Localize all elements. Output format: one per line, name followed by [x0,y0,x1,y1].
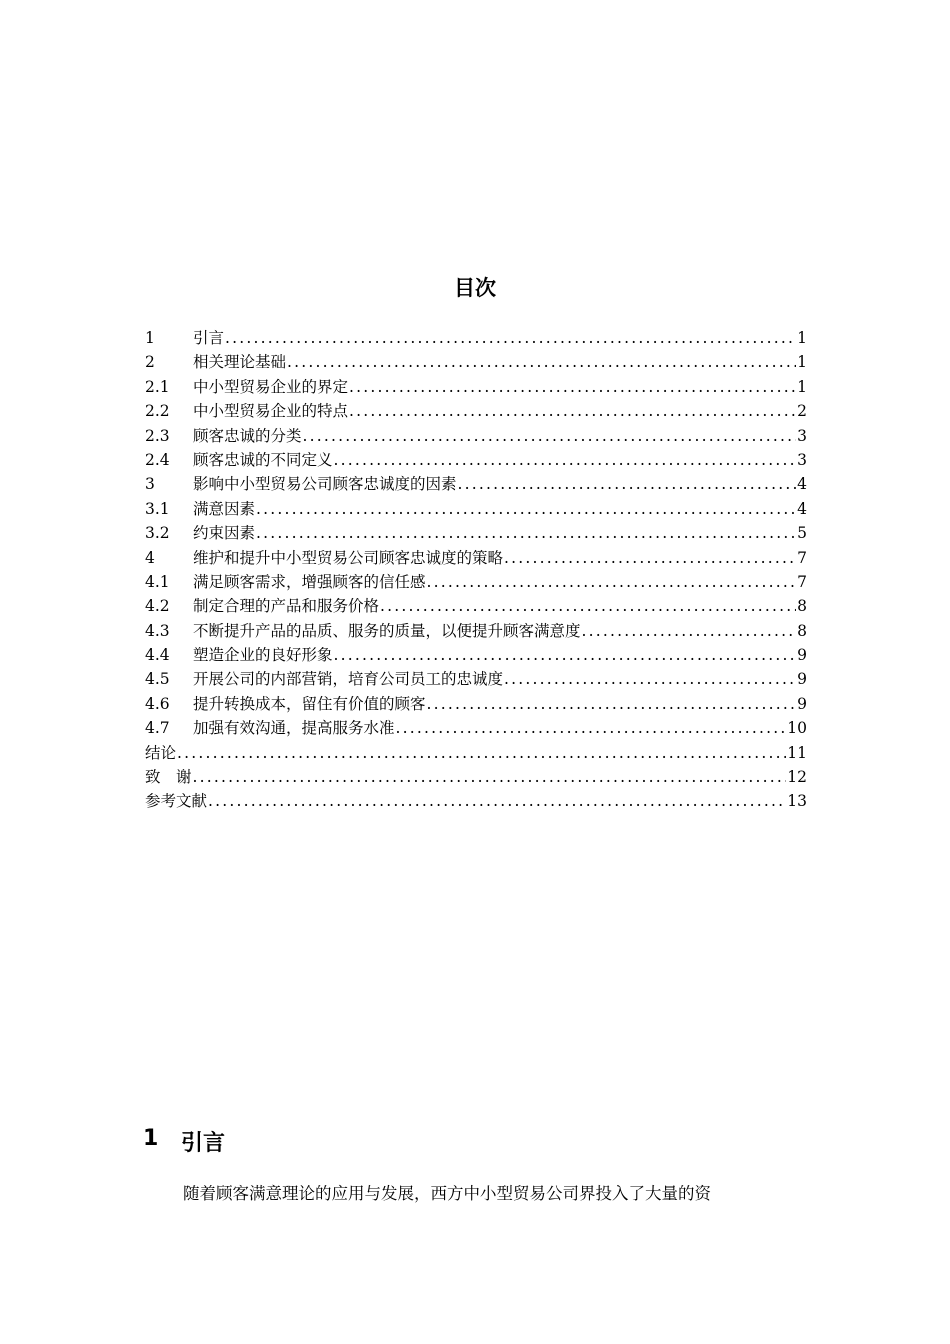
toc-entry-page: 5 [797,524,807,543]
section-heading [143,1126,225,1157]
toc-entry-page: 1 [797,329,807,347]
toc-entry-title: 不断提升产品的品质、服务的质量，以便提升顾客满意度 [193,621,581,640]
toc-dot-leader [396,716,787,740]
toc-entry-number: 3.2 [145,524,170,543]
toc-entry-title: 塑造企业的良好形象 [193,646,333,665]
toc-entry-number: 2.4 [145,450,170,469]
toc-entry-number: 2 [145,353,155,372]
toc-entry[interactable] [145,741,807,765]
toc-entry[interactable] [145,716,807,740]
toc-entry-title: 开展公司的内部营销，培育公司员工的忠诚度 [193,670,504,689]
toc-dot-leader [504,667,796,691]
toc-entry[interactable] [145,326,807,350]
toc-entry-page: 11 [787,743,807,762]
toc-entry[interactable] [145,399,807,423]
toc-dot-leader [349,399,796,423]
toc-entry-title: 顾客忠诚的不同定义 [193,450,333,469]
toc-entry[interactable] [145,643,807,667]
toc-entry[interactable] [145,789,807,813]
toc-entry-page: 9 [797,670,807,689]
toc-dot-leader [334,643,797,667]
toc-entry-number: 4.5 [145,670,170,689]
toc-entry-page: 3 [797,426,807,445]
toc-entry-title: 影响中小型贸易公司顾客忠诚度的因素 [193,475,457,494]
toc-entry-title: 满足顾客需求，增强顾客的信任感 [193,572,426,591]
toc-entry-page: 10 [787,719,807,738]
toc-entry-page: 4 [797,499,807,518]
toc-entry-title: 满意因素 [193,499,256,518]
toc-dot-leader [225,326,796,350]
toc-entry-title: 相关理论基础 [193,353,287,372]
toc-entry-title: 顾客忠诚的分类 [193,426,302,445]
toc-entry[interactable] [145,497,807,521]
toc-entry-page: 7 [797,572,807,591]
section-number: 1 [143,1126,159,1151]
toc-entry-title: 维护和提升中小型贸易公司顾客忠诚度的策略 [193,548,504,567]
toc-entry-page: 7 [797,548,807,567]
toc-entry-title: 致 谢 [145,768,192,787]
toc-dot-leader [458,472,797,496]
toc-entry-title: 引言 [193,329,225,347]
toc-dot-leader [303,424,797,448]
body-paragraph: 随着顾客满意理论的应用与发展，西方中小型贸易公司界投入了大量的资 [183,1184,711,1203]
toc-entry-number: 4.6 [145,694,170,713]
toc-entry-page: 8 [797,597,807,616]
toc-dot-leader [256,521,796,545]
toc-entry-number: 4 [145,548,155,567]
toc-entry[interactable] [145,350,807,374]
toc-dot-leader [334,448,797,472]
toc-title: 目次 [454,276,496,300]
toc-entry-number: 4.2 [145,597,170,616]
toc-dot-leader [177,741,786,765]
toc-dot-leader [504,546,796,570]
toc-dot-leader [208,789,786,813]
toc-entry[interactable] [145,472,807,496]
toc-entry[interactable] [145,667,807,691]
toc-entry-page: 4 [797,475,807,494]
toc-entry-title: 约束因素 [193,524,256,543]
toc-dot-leader [380,594,796,618]
toc-entry[interactable] [145,546,807,570]
toc-entry[interactable] [145,692,807,716]
toc-dot-leader [256,497,796,521]
toc-entry[interactable] [145,448,807,472]
toc-entry-number: 2.3 [145,426,170,445]
toc-entry-page: 2 [797,402,807,421]
toc-dot-leader [582,619,797,643]
toc-entry-title: 结论 [145,743,177,762]
toc-entry-title: 中小型贸易企业的特点 [193,402,349,421]
toc-entry-number: 4.3 [145,621,170,640]
toc-dot-leader [427,692,797,716]
toc-entry[interactable] [145,594,807,618]
toc-entry-page: 8 [797,621,807,640]
toc-entry-page: 9 [797,694,807,713]
toc-entry-number: 3 [145,475,155,494]
toc-entry-title: 参考文献 [145,792,208,811]
toc-entry-number: 4.7 [145,719,170,738]
toc-entry-page: 9 [797,646,807,665]
toc-entry[interactable] [145,570,807,594]
toc-entry-page: 12 [787,768,807,787]
toc-entry[interactable] [145,424,807,448]
toc-entry-page: 1 [797,353,807,372]
toc-entry[interactable] [145,619,807,643]
toc-entry-page: 13 [787,792,807,811]
toc-entry-title: 制定合理的产品和服务价格 [193,597,380,616]
toc-entry-title: 加强有效沟通，提高服务水准 [193,719,395,738]
toc-entry-page: 1 [797,377,807,396]
toc-entry-number: 4.4 [145,646,170,665]
toc-entry-number: 1 [145,329,155,347]
toc-entry-title: 提升转换成本，留住有价值的顾客 [193,694,426,713]
toc-dot-leader [349,375,796,399]
toc-entry[interactable] [145,765,807,789]
toc-entry-number: 2.1 [145,377,170,396]
table-of-contents [145,326,807,814]
toc-entry-number: 3.1 [145,499,170,518]
toc-entry[interactable] [145,521,807,545]
toc-entry-title: 中小型贸易企业的界定 [193,377,349,396]
toc-entry-page: 3 [797,450,807,469]
toc-dot-leader [427,570,797,594]
toc-dot-leader [287,350,796,374]
section-title: 引言 [181,1131,226,1156]
toc-entry-number: 4.1 [145,572,170,591]
toc-dot-leader [193,765,787,789]
toc-entry-number: 2.2 [145,402,170,421]
toc-entry[interactable] [145,375,807,399]
